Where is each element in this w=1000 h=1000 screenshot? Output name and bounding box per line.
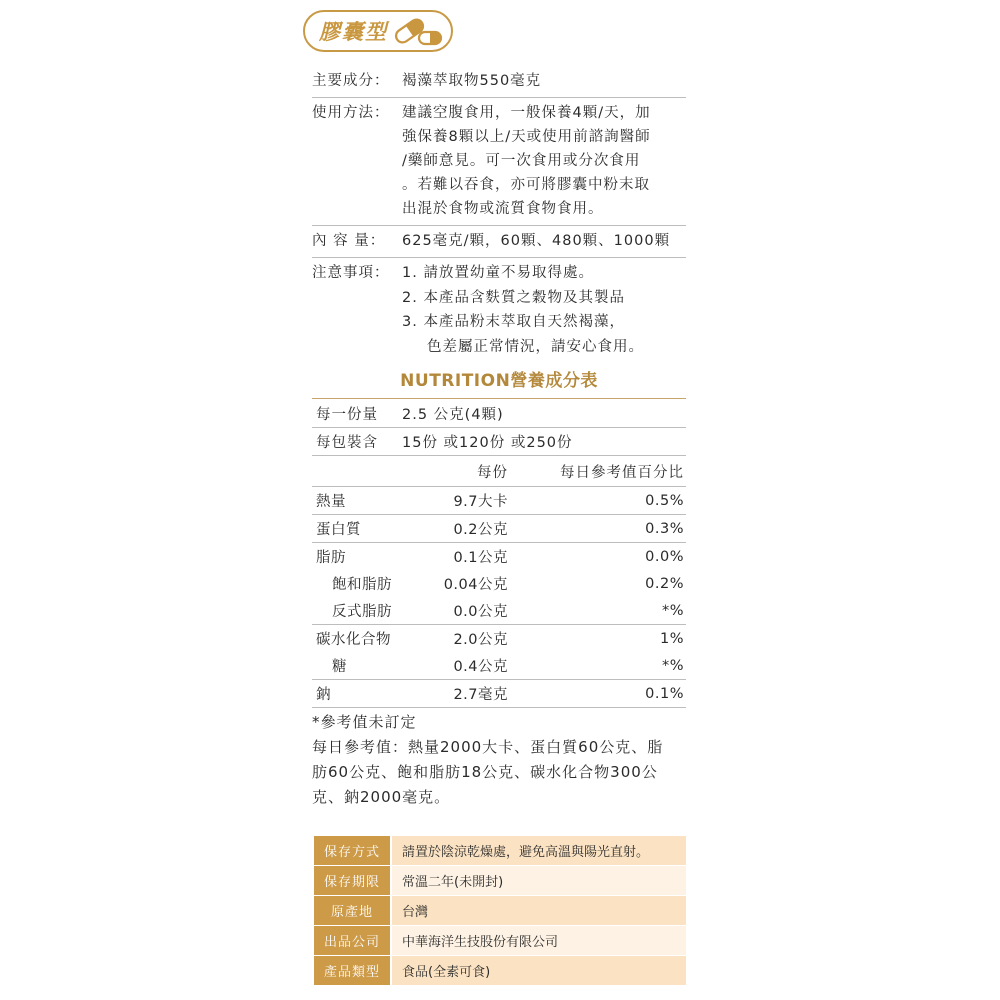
nutrient-name: 鈉 [316,687,331,703]
nutrient-name: 糖 [332,659,347,675]
info-key: 注意事項： [312,265,390,281]
nutrient-pct: 0.2% [645,575,684,592]
nutrient-pct: 0.5% [645,492,684,509]
nutrient-row [312,487,686,514]
usage-line: 強保養8顆以上/天或使用前諮詢醫師 [402,129,651,145]
daily-reference-line: 每日參考值：熱量2000大卡、蛋白質60公克、脂 [312,738,664,756]
usage-line: 建議空腹食用，一般保養4顆/天，加 [402,105,651,121]
info-key: 主要成分： [312,73,390,89]
nutrient-name: 脂肪 [316,550,346,566]
product-info [312,66,686,363]
capsule-type-badge [303,10,453,52]
daily-reference-line: 克、鈉2000毫克。 [312,788,451,806]
usage-line: 出混於食物或流質食物食用。 [402,201,604,217]
storage-table [314,836,686,986]
nutrient-per: 0.0公克 [453,604,508,620]
nutrient-row [312,570,686,597]
nutrition-title: NUTRITION營養成分表 [400,371,598,391]
nutrient-pct: 1% [659,630,684,647]
nutrient-pct: 0.0% [645,548,684,565]
info-key: 內 容 量： [312,233,386,249]
storage-row [314,836,686,865]
nutrient-pct: *% [661,657,684,674]
nutrient-per: 2.7毫克 [453,687,508,703]
storage-value: 請置於陰涼乾燥處，避免高溫與陽光直射。 [392,836,686,865]
nutrient-name: 熱量 [316,494,346,510]
nutrition-bottom-rule [312,707,686,708]
nutrient-row [312,652,686,679]
storage-value: 中華海洋生技股份有限公司 [392,926,686,955]
usage-line: 。若難以吞食，亦可將膠囊中粉末取 [402,177,650,193]
daily-reference-line: 肪60公克、飽和脂肪18公克、碳水化合物300公 [312,763,658,781]
storage-row [314,956,686,985]
nutrition-notes [312,710,692,810]
notice-line: 1. 請放置幼童不易取得處。 [402,265,594,281]
nutrient-pct: 0.3% [645,520,684,537]
nutrient-per: 0.4公克 [453,659,508,675]
nutrient-per: 0.2公克 [453,522,508,538]
storage-key: 保存方式 [314,836,390,865]
info-value [402,101,686,221]
nutrient-row [312,624,686,652]
nutrient-pct: 0.1% [645,685,684,702]
info-row-content [312,226,686,258]
usage-line: /藥師意見。可一次食用或分次食用 [402,153,641,169]
nutrient-name: 碳水化合物 [316,632,391,648]
storage-value: 常溫二年(未開封) [392,866,686,895]
package-key: 每包裝含 [316,435,378,451]
notice-line: 2. 本產品含麩質之穀物及其製品 [402,289,625,306]
nutrient-row [312,514,686,542]
info-key: 使用方法： [312,105,390,121]
notice-line: 色差屬正常情況，請安心食用。 [427,338,644,355]
nutrient-per: 2.0公克 [453,632,508,648]
notice-line: 3. 本產品粉末萃取自天然褐藻， [402,314,625,330]
storage-value: 台灣 [392,896,686,925]
nutrient-row [312,542,686,570]
nutrient-per: 9.7大卡 [453,494,508,510]
nutrient-row [312,679,686,707]
badge-label: 膠囊型 [319,20,388,44]
storage-row [314,896,686,925]
serving-value: 2.5 公克(4顆) [402,407,504,423]
nutrition-table [312,400,686,708]
nutrient-row [312,597,686,624]
info-value: 625毫克/顆，60顆、480顆、1000顆 [402,233,671,249]
nutrient-name: 蛋白質 [316,522,361,538]
storage-key: 保存期限 [314,866,390,895]
package-value: 15份 或120份 或250份 [402,435,573,451]
nutrient-per: 0.04公克 [443,577,508,593]
nutrient-name: 飽和脂肪 [332,577,392,593]
info-value: 褐藻萃取物550毫克 [402,73,542,89]
servings-per-package-row [312,428,686,456]
nutrient-per: 0.1公克 [453,550,508,566]
capsule-icon [391,16,443,48]
storage-key: 產品類型 [314,956,390,985]
serving-key: 每一份量 [316,407,378,423]
nutrition-divider [312,398,686,399]
info-row-usage [312,98,686,226]
info-row-notice [312,258,686,363]
asterisk-note: *參考值未訂定 [312,713,417,731]
nutrient-name: 反式脂肪 [332,604,392,620]
nutrient-pct: *% [661,602,684,619]
storage-row [314,866,686,895]
serving-size-row [312,400,686,428]
info-value [402,261,686,359]
storage-row [314,926,686,955]
header-per-serving: 每份 [477,465,508,481]
storage-key: 原產地 [314,896,390,925]
info-row-ingredient [312,66,686,98]
storage-value: 食品(全素可食) [392,956,686,985]
nutrition-header-row [312,456,686,487]
storage-key: 出品公司 [314,926,390,955]
header-daily-percent: 每日參考值百分比 [560,465,684,481]
